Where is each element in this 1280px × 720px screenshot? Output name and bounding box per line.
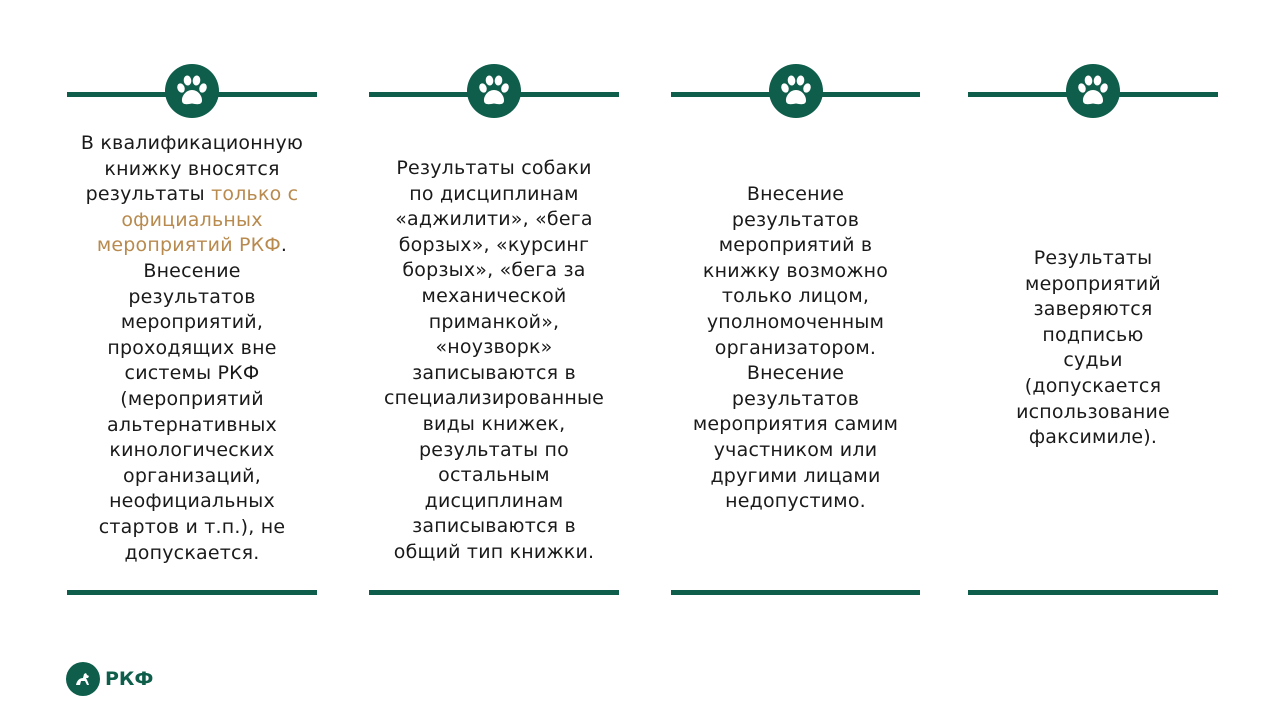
text-line: [369, 207, 619, 233]
text-segment: мероприятий: [1025, 272, 1161, 295]
text-line: [369, 412, 619, 438]
text-line: [671, 412, 920, 438]
text-segment: Результаты: [1033, 247, 1153, 269]
text-line: [369, 182, 619, 208]
text-segment: общий тип книжки.: [393, 540, 595, 563]
text-line: [67, 438, 317, 464]
text-segment: Результаты собаки: [396, 157, 592, 179]
highlight-text: мероприятий РКФ: [96, 234, 281, 257]
text-line: [369, 514, 619, 540]
text-segment: неофициальных: [109, 490, 275, 513]
text-segment: другими лицами: [710, 464, 881, 487]
text-line: [671, 284, 920, 310]
column-text: [67, 131, 317, 566]
text-segment: недопустимо.: [725, 490, 866, 513]
dog-logo-icon: [66, 662, 100, 696]
text-line: [671, 464, 920, 490]
text-line: [968, 272, 1218, 298]
text-segment: факсимиле).: [1028, 426, 1158, 449]
text-segment: (мероприятий: [120, 387, 264, 410]
text-segment: Внесение: [746, 183, 845, 205]
text-segment: только лицом,: [721, 285, 870, 308]
bottom-divider: [968, 590, 1218, 595]
text-segment: результатов: [128, 285, 256, 308]
text-segment: по дисциплинам: [409, 182, 579, 205]
text-segment: результатов: [731, 208, 860, 231]
text-line: [67, 413, 317, 439]
text-line: [67, 489, 317, 515]
text-line: [671, 387, 920, 413]
highlight-text: официальных: [121, 208, 263, 231]
text-line: [369, 438, 619, 464]
text-segment: заверяются: [1033, 298, 1153, 321]
text-line: [369, 463, 619, 489]
paw-icon: [467, 64, 521, 118]
text-line: [67, 515, 317, 541]
bottom-divider: [671, 590, 920, 595]
text-segment: проходящих вне: [107, 336, 277, 359]
text-line: [67, 387, 317, 413]
text-line: [369, 284, 619, 310]
text-segment: виды книжек,: [422, 412, 566, 435]
text-line: [968, 323, 1218, 349]
text-line: [671, 310, 920, 336]
bottom-divider: [67, 590, 317, 595]
text-line: [671, 259, 920, 285]
column-3: [671, 0, 920, 720]
text-line: [67, 310, 317, 336]
text-segment: остальным: [438, 464, 550, 487]
column-1: [67, 0, 317, 720]
text-line: [67, 285, 317, 311]
text-segment: результатов: [731, 387, 860, 410]
text-segment: борзых», «курсинг: [398, 233, 590, 256]
text-segment: специализированные: [383, 387, 605, 410]
text-segment: механической: [421, 284, 567, 307]
text-segment: мероприятий,: [120, 311, 264, 334]
text-segment: «аджилити», «бега: [395, 208, 593, 231]
rkf-logo: [66, 662, 153, 696]
text-line: [369, 233, 619, 259]
column-text: [369, 156, 619, 566]
paw-icon: [165, 64, 219, 118]
text-segment: Внесение: [143, 259, 241, 282]
text-segment: стартов и т.п.), не: [98, 515, 286, 538]
text-segment: записываются в: [412, 515, 576, 538]
text-line: [67, 361, 317, 387]
text-segment: мероприятия самим: [692, 413, 899, 436]
text-line: [369, 258, 619, 284]
text-line: [369, 361, 619, 387]
text-segment: книжку вносятся: [104, 157, 280, 180]
column-text: [671, 182, 920, 515]
text-segment: допускается.: [124, 541, 260, 564]
column-4: [968, 0, 1218, 720]
text-segment: кинологических: [109, 439, 275, 462]
text-line: [671, 233, 920, 259]
text-segment: результаты: [85, 183, 212, 206]
text-line: [67, 464, 317, 490]
text-line: [67, 182, 317, 208]
text-segment: книжку возможно: [702, 259, 889, 282]
text-line: [67, 233, 317, 259]
text-segment: Внесение: [746, 362, 845, 385]
text-line: [369, 156, 619, 182]
text-line: [671, 208, 920, 234]
text-segment: уполномоченным: [706, 310, 885, 333]
text-line: [67, 131, 317, 157]
text-line: [67, 157, 317, 183]
text-line: [671, 182, 920, 208]
text-segment: системы РКФ: [124, 362, 260, 385]
text-line: [369, 540, 619, 566]
text-line: [968, 348, 1218, 374]
text-segment: борзых», «бега за: [402, 259, 586, 282]
paw-icon: [1066, 64, 1120, 118]
paw-icon: [769, 64, 823, 118]
text-line: [67, 541, 317, 567]
text-line: [671, 489, 920, 515]
text-line: [671, 336, 920, 362]
bottom-divider: [369, 590, 619, 595]
text-segment: организатором.: [714, 336, 877, 359]
column-2: [369, 0, 619, 720]
text-line: [369, 489, 619, 515]
text-segment: В квалификационную: [80, 132, 304, 154]
text-line: [369, 335, 619, 361]
highlight-text: только с: [211, 183, 299, 206]
text-segment: использование: [1016, 400, 1170, 423]
text-segment: записываются в: [412, 361, 576, 384]
text-line: [369, 310, 619, 336]
text-segment: (допускается: [1024, 374, 1162, 397]
text-line: [671, 438, 920, 464]
text-segment: участником или: [713, 438, 878, 461]
text-segment: организаций,: [123, 464, 261, 487]
text-line: [369, 386, 619, 412]
logo-text: РКФ: [105, 668, 154, 690]
column-text: [968, 246, 1218, 451]
text-segment: альтернативных: [107, 413, 277, 436]
text-segment: судьи: [1063, 349, 1123, 372]
text-line: [968, 400, 1218, 426]
text-segment: подписью: [1042, 323, 1144, 346]
text-line: [67, 259, 317, 285]
text-segment: .: [280, 234, 288, 257]
text-line: [968, 374, 1218, 400]
text-line: [968, 246, 1218, 272]
text-line: [67, 336, 317, 362]
text-segment: приманкой»,: [428, 310, 560, 333]
text-line: [67, 208, 317, 234]
text-segment: результаты по: [419, 438, 569, 461]
text-segment: дисциплинам: [424, 489, 564, 512]
text-line: [968, 297, 1218, 323]
text-line: [671, 361, 920, 387]
text-segment: мероприятий в: [718, 234, 873, 257]
text-line: [968, 425, 1218, 451]
text-segment: «ноузворк»: [435, 336, 553, 359]
